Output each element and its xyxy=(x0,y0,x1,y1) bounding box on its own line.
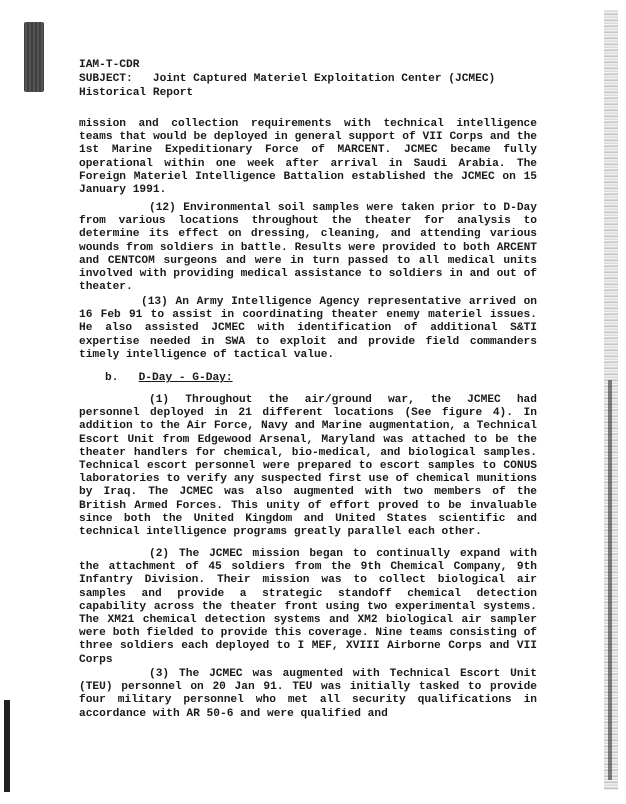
section-title: D-Day - G-Day: xyxy=(138,372,233,384)
subject-line xyxy=(79,72,495,86)
scan-artifact-top-left xyxy=(24,22,44,92)
subject-label: SUBJECT: xyxy=(79,73,133,85)
subject-continuation: Historical Report xyxy=(79,87,194,99)
paragraph-12 xyxy=(79,202,537,294)
paragraph-text: (12) Environmental soil samples were taken prior to D-Day from various locations throughout the theater for analysis to determine its effect on dressing, cleaning, and attending various wounds from soldiers in battle. Results were provided to both ARCENT and CENTCOM surgeons and were in turn passed to all medical units involved with providing medical assistance to soldiers in and out of theater. xyxy=(79,202,537,294)
scan-artifact-right-dark xyxy=(608,380,612,780)
paragraph-text: (1) Throughout the air/ground war, the JCMEC had personnel deployed in 21 different locations (See figure 4). In addition to the Air Force, Navy and Marine augmentation, a Technical Escort Unit from Edgewood Arsenal, Maryland was attached to be the theater handlers for chemical, bio-medical, and biological samples. Technical escort personnel were prepared to escort samples to CONUS laboratories to verify any suspected first use of chemical munitions by Iraq. The JCMEC was also augmented with two members of the British Armed Forces. This unity of effort proved to be invaluable since both the United Kingdom and United States scientific and technical intelligence programs greatly parallel each other. xyxy=(79,394,537,539)
paragraph-continued xyxy=(79,118,537,197)
subject-text: Joint Captured Materiel Exploitation Center (JCMEC) xyxy=(152,73,496,85)
office-symbol: IAM-T-CDR xyxy=(79,59,140,71)
section-heading-b xyxy=(105,372,233,384)
memo-header xyxy=(79,58,495,100)
paragraph-b1 xyxy=(79,394,537,539)
paragraph-text: (13) An Army Intelligence Agency representative arrived on 16 Feb 91 to assist in coordinating theater enemy materiel issues. He also assisted JCMEC with identification of additional S&TI expertise needed in SWA to exploit and provide field commanders timely intelligence of tactical value. xyxy=(79,296,537,361)
paragraph-text: mission and collection requirements with technical intelligence teams that would be deployed in general support of VII Corps and the 1st Marine Expeditionary Force of MARCENT. JCMEC became fully operational within one week after arrival in Saudi Arabia. The Foreign Materiel Intelligence Battalion established the JCMEC on 15 January 1991. xyxy=(79,118,537,197)
section-label: b. xyxy=(105,372,119,384)
paragraph-text: (3) The JCMEC was augmented with Technical Escort Unit (TEU) personnel on 20 Jan 91. TEU was initially tasked to provide four military personnel who met all security qualifications in accordance with AR 50-6 and were qualified and xyxy=(79,668,537,720)
paragraph-b3 xyxy=(79,668,537,721)
paragraph-b2 xyxy=(79,548,537,667)
paragraph-13 xyxy=(79,296,537,362)
paragraph-text: (2) The JCMEC mission began to continually expand with the attachment of 45 soldiers from the 9th Chemical Company, 9th Infantry Division. Their mission was to collect biological air samples and provide a strategic standoff chemical detection capability across the theater front using two experimental systems. The XM21 chemical detection systems and XM2 biological air sampler were both fielded to provide this coverage. Nine teams consisting of three soldiers each deployed to I MEF, XVIII Airborne Corps and VII Corps xyxy=(79,548,537,666)
scan-artifact-bottom-left xyxy=(4,700,10,792)
